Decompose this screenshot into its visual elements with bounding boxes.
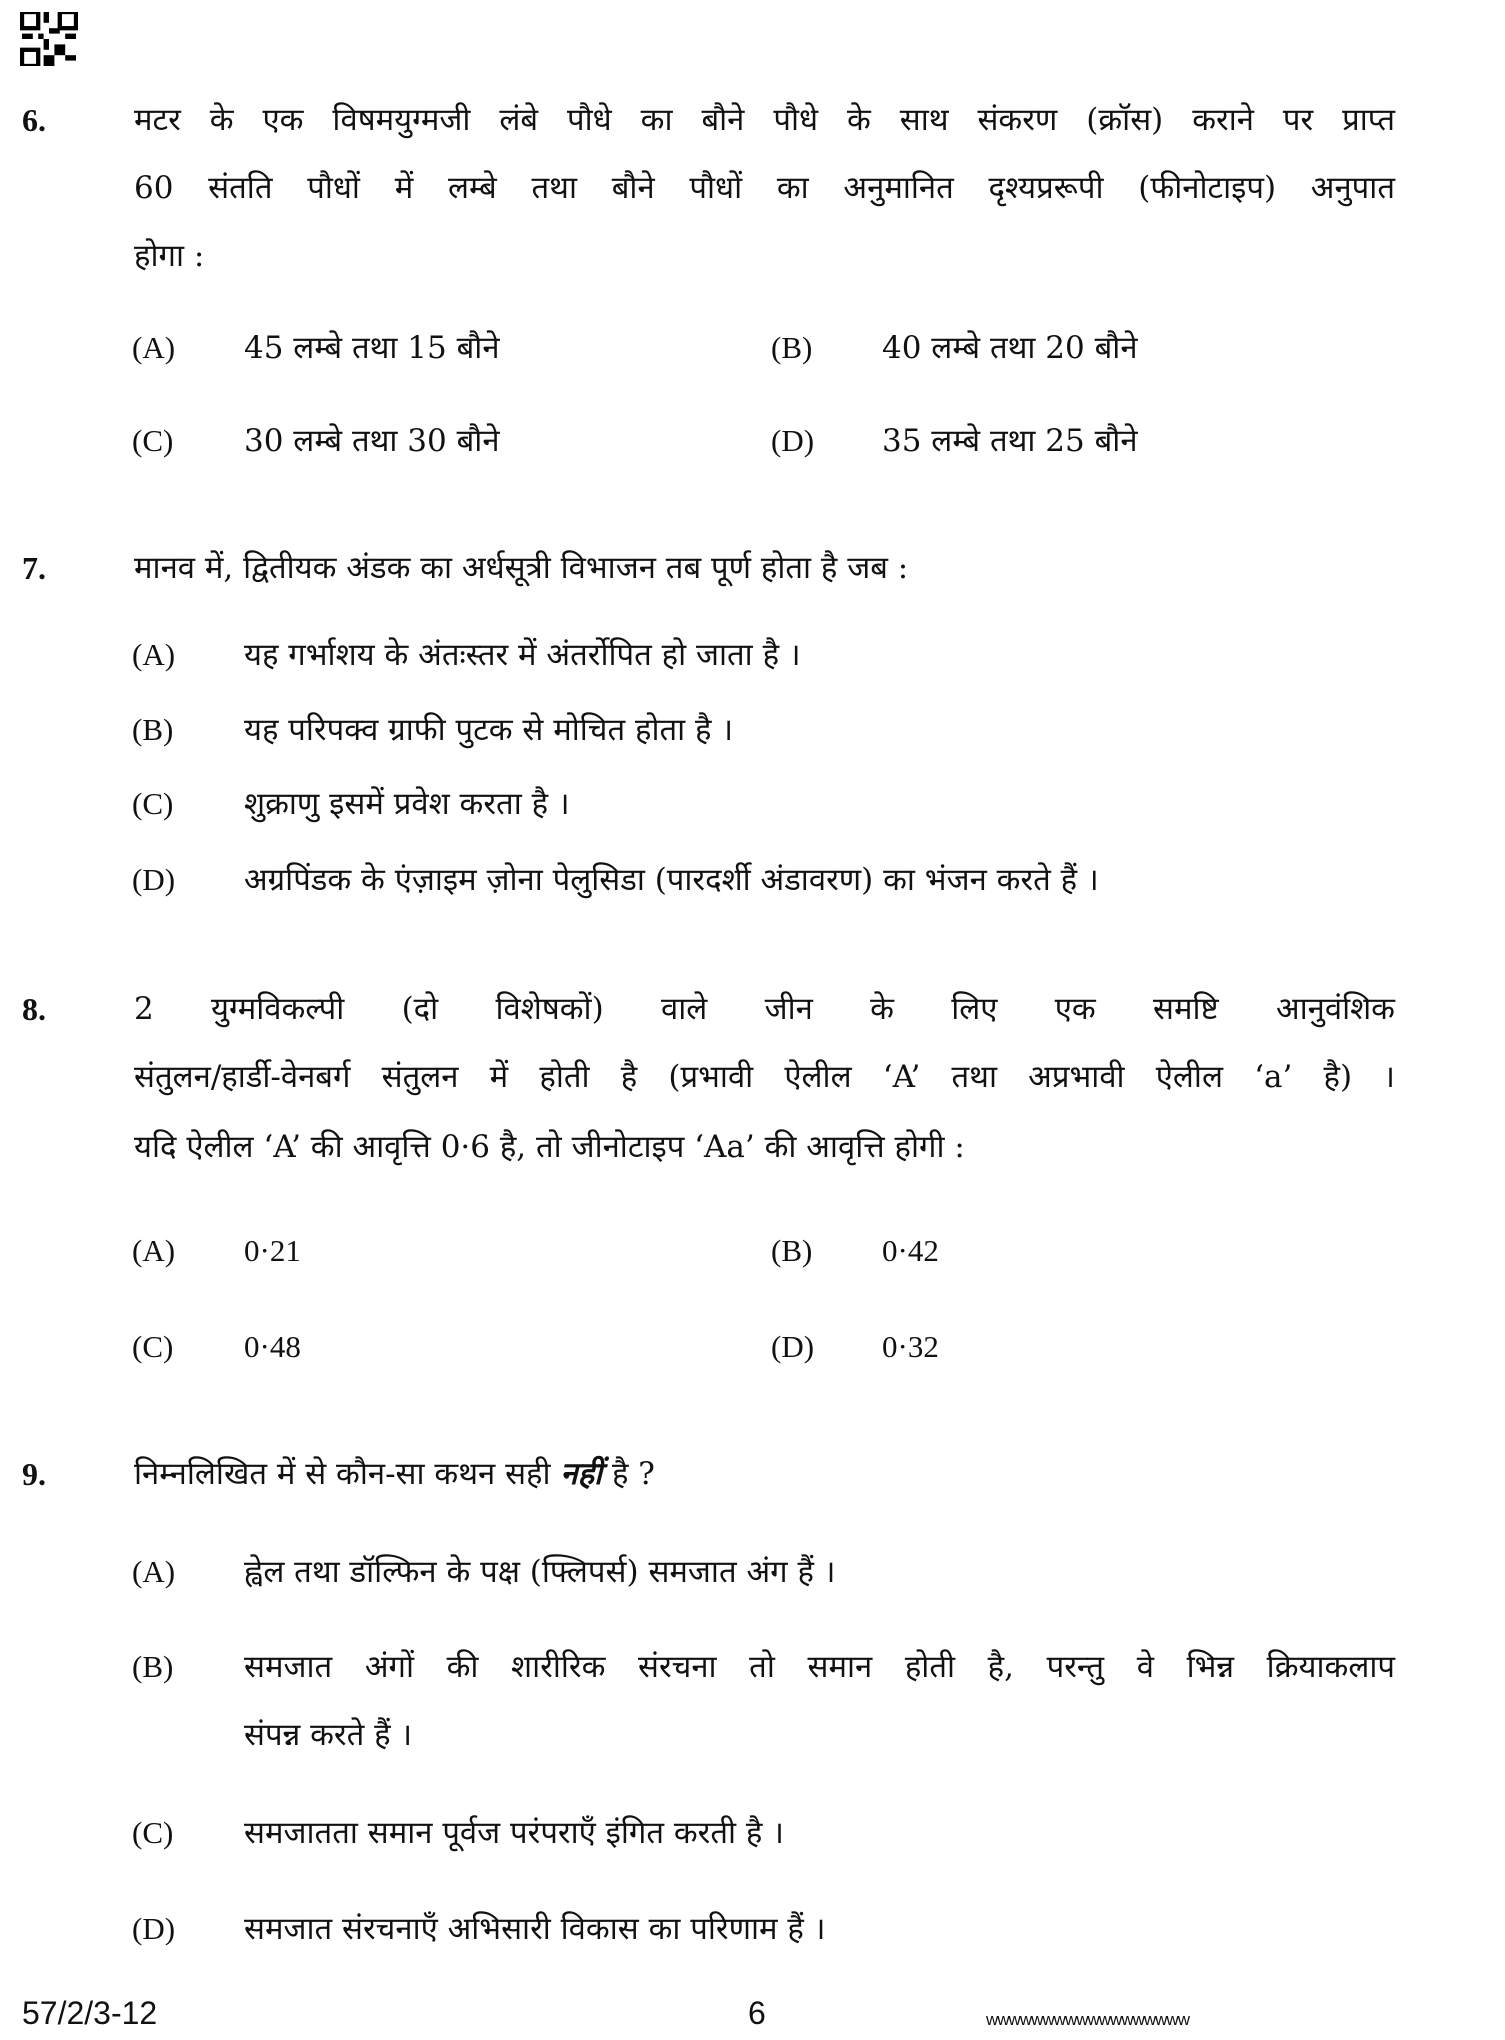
option-text: 35 लम्बे तथा 25 बौने bbox=[882, 423, 1138, 459]
option-text: समजात संरचनाएँ अभिसारी विकास का परिणाम हैं । bbox=[244, 1911, 826, 1947]
question-text-line: यदि ऐलील ‘A’ की आवृत्ति 0·6 है, तो जीनोटाइप ‘Aa’ की आवृत्ति होगी : bbox=[134, 1129, 965, 1165]
option-label: (C) bbox=[132, 1815, 174, 1850]
question-number: 6. bbox=[22, 102, 46, 138]
option-text: 40 लम्बे तथा 20 बौने bbox=[882, 330, 1138, 366]
option-label: (D) bbox=[132, 1911, 176, 1946]
option-text: ह्वेल तथा डॉल्फिन के पक्ष (फ्लिपर्स) समजात अंग हैं । bbox=[244, 1554, 836, 1590]
question-text: निम्नलिखित में से कौन-सा कथन सही bbox=[134, 1456, 551, 1492]
question-number: 7. bbox=[22, 550, 46, 586]
option-text: 0·32 bbox=[882, 1329, 939, 1364]
option-text: यह गर्भाशय के अंतःस्तर में अंतर्रोपित हो जाता है । bbox=[244, 637, 801, 673]
option-label: (D) bbox=[771, 1329, 815, 1364]
option-label: (C) bbox=[132, 423, 174, 458]
question-text-line bbox=[134, 1454, 1395, 1494]
option-label: (C) bbox=[132, 786, 174, 821]
option-text: 45 लम्बे तथा 15 बौने bbox=[244, 330, 500, 366]
option-label: (B) bbox=[771, 330, 813, 365]
question-text-line: होगा : bbox=[134, 238, 205, 274]
option-text: संपन्न करते हैं । bbox=[244, 1717, 413, 1753]
option-label: (A) bbox=[132, 1554, 176, 1589]
question-text-line: मटर के एक विषमयुग्मजी लंबे पौधे का बौने पौधे के साथ संकरण (क्रॉस) कराने पर प्राप्त bbox=[134, 102, 1395, 138]
question-text-line: 60 संतति पौधों में लम्बे तथा बौने पौधों का अनुमानित दृश्यप्ररूपी (फीनोटाइप) अनुपात bbox=[134, 170, 1395, 206]
question-text-line: 2 युग्मविकल्पी (दो विशेषकों) वाले जीन के लिए एक समष्टि आनुवंशिक bbox=[134, 991, 1395, 1027]
option-label: (D) bbox=[132, 862, 176, 897]
question-number: 9. bbox=[22, 1456, 46, 1492]
option-text: 0·42 bbox=[882, 1233, 939, 1268]
option-text: समजात अंगों की शारीरिक संरचना तो समान होती है, परन्तु वे भिन्न क्रियाकलाप bbox=[244, 1649, 1395, 1685]
qr-code-icon bbox=[20, 12, 78, 66]
option-text: 30 लम्बे तथा 30 बौने bbox=[244, 423, 500, 459]
option-label: (C) bbox=[132, 1329, 174, 1364]
option-text: यह परिपक्व ग्राफी पुटक से मोचित होता है । bbox=[244, 712, 734, 748]
question-text-line: मानव में, द्वितीयक अंडक का अर्धसूत्री विभाजन तब पूर्ण होता है जब : bbox=[134, 550, 909, 586]
page-number: 6 bbox=[748, 1995, 766, 2031]
option-label: (B) bbox=[132, 712, 174, 747]
option-label: (A) bbox=[132, 637, 176, 672]
emphasis-text: नहीं bbox=[560, 1456, 603, 1492]
option-text: शुक्राणु इसमें प्रवेश करता है । bbox=[244, 786, 570, 822]
option-label: (A) bbox=[132, 1233, 176, 1268]
question-number: 8. bbox=[22, 991, 46, 1027]
paper-code: 57/2/3-12 bbox=[22, 1995, 158, 2031]
option-label: (B) bbox=[132, 1649, 174, 1684]
option-text: अग्रपिंडक के एंज़ाइम ज़ोना पेलुसिडा (पारदर्शी अंडावरण) का भंजन करते हैं । bbox=[244, 862, 1099, 898]
question-text: है ? bbox=[611, 1456, 655, 1492]
option-label: (D) bbox=[771, 423, 815, 458]
question-text-line: संतुलन/हार्डी-वेनबर्ग संतुलन में होती है (प्रभावी ऐलील ‘A’ तथा अप्रभावी ऐलील ‘a’ है) । bbox=[134, 1059, 1395, 1095]
option-label: (A) bbox=[132, 330, 176, 365]
option-label: (B) bbox=[771, 1233, 813, 1268]
wave-decoration: wwwwwwwwwwwwwwwwww bbox=[986, 2010, 1189, 2029]
option-text: समजातता समान पूर्वज परंपराएँ इंगित करती है । bbox=[244, 1815, 784, 1851]
option-text: 0·21 bbox=[244, 1233, 301, 1268]
option-text: 0·48 bbox=[244, 1329, 301, 1364]
